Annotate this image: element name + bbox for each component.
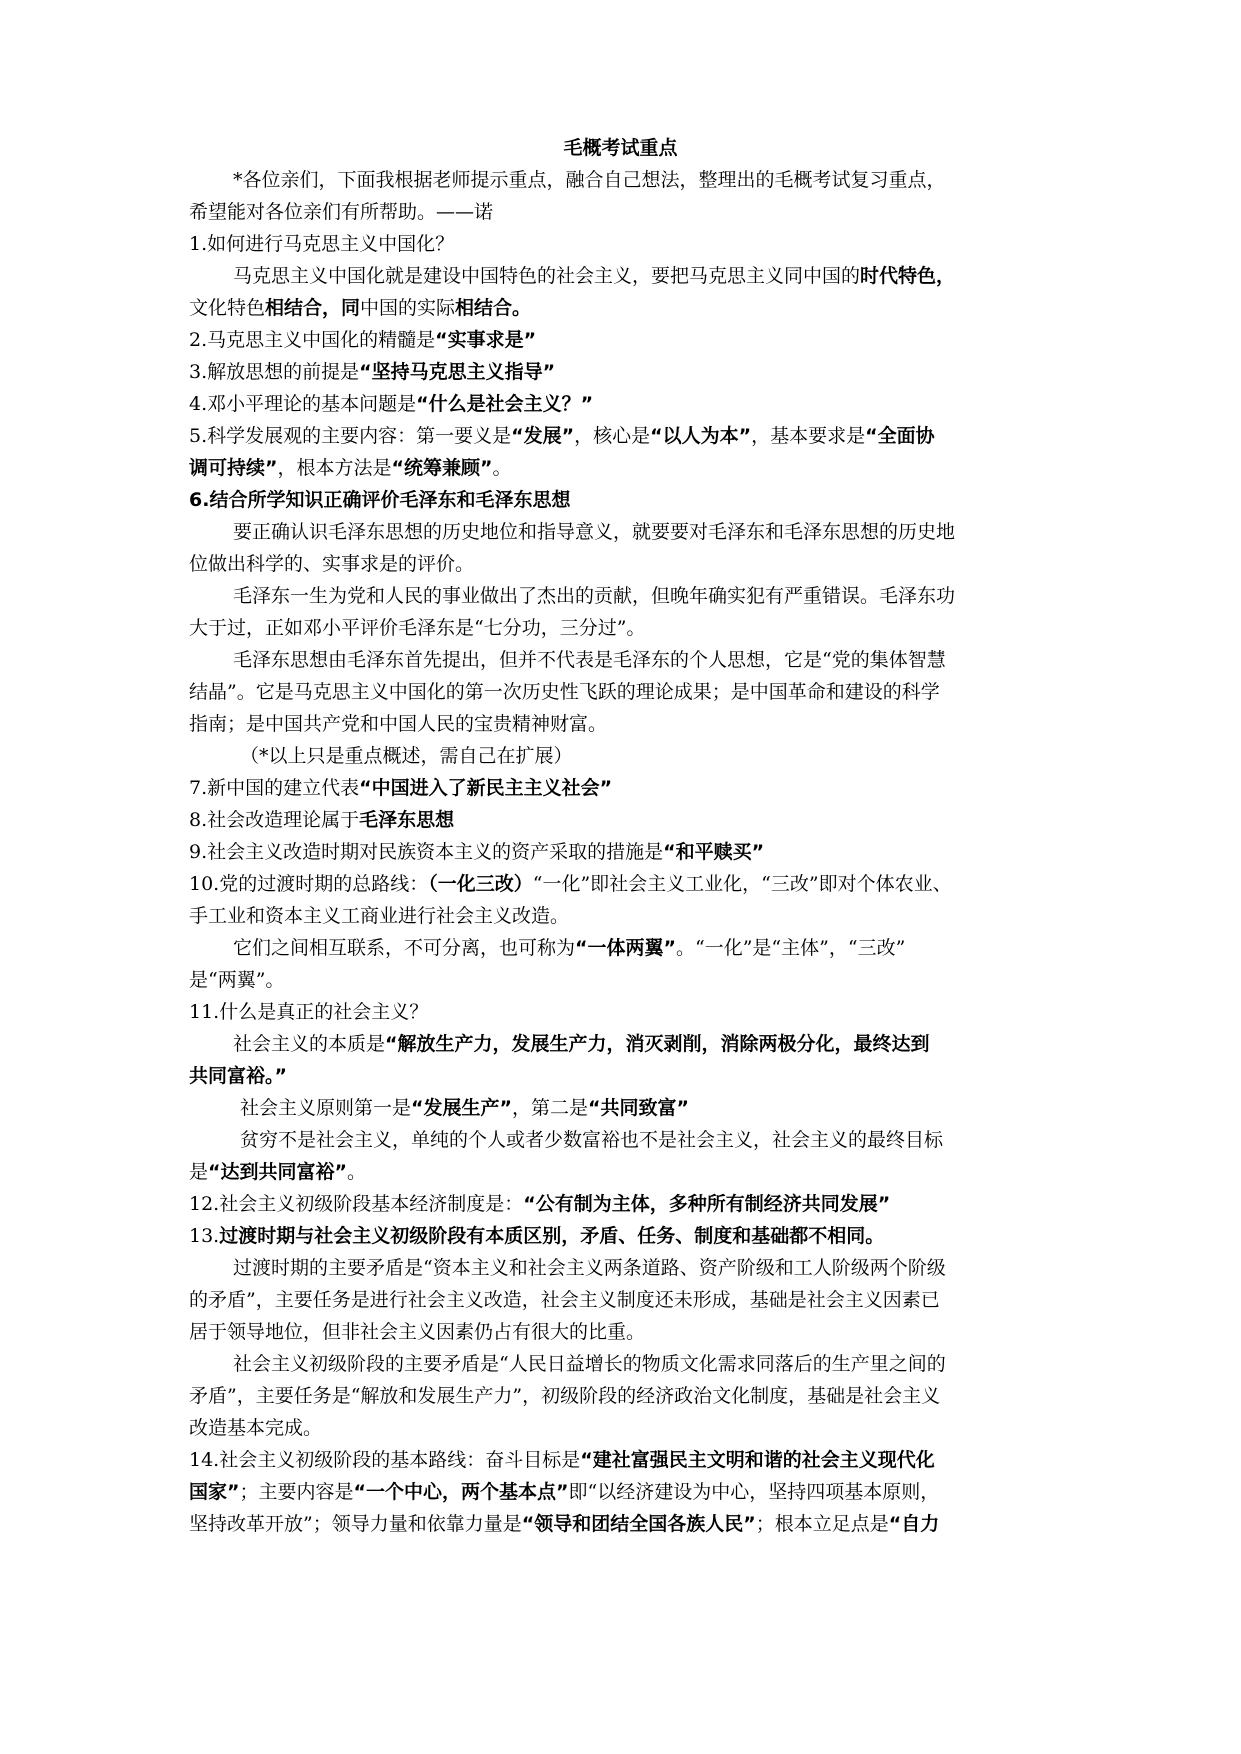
text-line	[189, 804, 1059, 836]
text-span: 是“两翼”。	[189, 969, 285, 991]
text-span: 居于领导地位，但非社会主义因素仍占有很大的比重。	[189, 1321, 646, 1343]
bold-text: 时代特色，	[860, 265, 956, 287]
text-span: ，核心是	[574, 425, 651, 447]
text-line	[189, 1476, 1059, 1508]
text-line	[189, 548, 1059, 580]
text-span: 手工业和资本主义工商业进行社会主义改造。	[189, 905, 570, 927]
text-span: 贫穷不是社会主义，单纯的个人或者少数富裕也不是社会主义，社会主义的最终目标	[240, 1129, 944, 1151]
text-line	[233, 164, 1059, 196]
bold-text: “建社富强民主文明和谐的社会主义现代化	[580, 1449, 935, 1471]
text-span: 指南；是中国共产党和中国人民的宝贵精神财富。	[189, 713, 608, 735]
bold-text: “全面协	[865, 425, 935, 447]
text-span: 10.党的过渡时期的总路线：	[189, 873, 429, 895]
bold-text: “实事求是”	[435, 329, 537, 351]
bold-text: “发展”	[511, 425, 575, 447]
text-line	[233, 516, 1059, 548]
text-span: 。	[492, 457, 512, 479]
text-line	[189, 964, 1059, 996]
text-span: （*以上只是重点概述，需自己在扩展）	[240, 745, 573, 767]
text-span: 的矛盾”，主要任务是进行社会主义改造，社会主义制度还未形成，基础是社会主义因素已	[189, 1289, 940, 1311]
text-line	[240, 1124, 1059, 1156]
text-line	[189, 868, 1059, 900]
bold-text: “发展生产”	[411, 1097, 512, 1119]
text-line	[189, 1220, 1059, 1252]
text-span: ；根本立足点是	[755, 1513, 889, 1535]
text-span: 4.邓小平理论的基本问题是	[189, 393, 417, 415]
text-span: 毛泽东思想由毛泽东首先提出，但并不代表是毛泽东的个人思想，它是“党的集体智慧	[233, 649, 946, 671]
text-line	[189, 676, 1059, 708]
bold-text: “公有制为主体，多种所有制经济共同发展”	[523, 1193, 891, 1215]
bold-text: 相结合，同	[265, 297, 361, 319]
bold-text: “解放生产力，发展生产力，消灭剥削，消除两极分化，最终达到	[385, 1033, 930, 1055]
text-line	[233, 1348, 1059, 1380]
text-span: 。	[347, 1161, 367, 1183]
text-span: 坚持改革开放”；领导力量和依靠力量是	[189, 1513, 522, 1535]
text-line	[189, 356, 1059, 388]
text-line	[189, 196, 1059, 228]
text-span: 13.	[189, 1225, 220, 1247]
text-span: 大于过，正如邓小平评价毛泽东是“七分功，三分过”。	[189, 617, 646, 639]
text-line	[189, 452, 1059, 484]
bold-text: “中国进入了新民主主义社会”	[359, 777, 613, 799]
text-span: “一化”即社会主义工业化，“三改”即对个体农业、	[532, 873, 952, 895]
text-span: 11.什么是真正的社会主义？	[189, 1001, 429, 1023]
text-span: 中国的实际	[360, 297, 456, 319]
bold-text: “统筹兼顾”	[391, 457, 493, 479]
text-span: 矛盾”，主要任务是“解放和发展生产力”，初级阶段的经济政治文化制度，基础是社会主义	[189, 1385, 941, 1407]
text-span: 2.马克思主义中国化的精髓是	[189, 329, 436, 351]
text-span: 社会主义原则第一是	[240, 1097, 412, 1119]
text-span: ；主要内容是	[239, 1481, 354, 1503]
text-span: 8.社会改造理论属于	[189, 809, 360, 831]
text-span: 即“以经济建设为中心，坚持四项基本原则，	[568, 1481, 940, 1503]
bold-text: “和平赎买”	[663, 841, 765, 863]
text-span: 位做出科学的、实事求是的评价。	[189, 553, 475, 575]
text-line	[189, 292, 1059, 324]
text-span: 过渡时期的主要矛盾是“资本主义和社会主义两条道路、资产阶级和工人阶级两个阶级	[233, 1257, 946, 1279]
bold-text: 毛泽东思想	[359, 809, 455, 831]
bold-text: 共同富裕。”	[189, 1065, 287, 1087]
bold-text: “共同致富”	[588, 1097, 689, 1119]
text-line	[189, 836, 1059, 868]
text-span: 9.社会主义改造时期对民族资本主义的资产采取的措施是	[189, 841, 664, 863]
text-span: 希望能对各位亲们有所帮助。——诺	[189, 201, 494, 223]
text-span: 改造基本完成。	[189, 1417, 323, 1439]
bold-text: 过渡时期与社会主义初级阶段有本质区别，矛盾、任务、制度和基础都不相同。	[219, 1225, 885, 1247]
bold-text: “坚持马克思主义指导”	[359, 361, 556, 383]
bold-text: 6.结合所学知识正确评价毛泽东和毛泽东思想	[189, 489, 571, 511]
text-line	[189, 996, 1059, 1028]
text-line	[189, 228, 1059, 260]
text-line	[189, 1380, 1059, 1412]
text-line	[189, 1188, 1059, 1220]
text-line	[189, 1284, 1059, 1316]
text-line	[189, 612, 1059, 644]
text-line	[189, 420, 1059, 452]
text-line	[233, 580, 1059, 612]
bold-text: （一化三改）	[428, 873, 533, 895]
text-line	[189, 1316, 1059, 1348]
bold-text: “什么是社会主义？”	[416, 393, 594, 415]
text-span: 3.解放思想的前提是	[189, 361, 360, 383]
text-line	[233, 644, 1059, 676]
text-span: 毛泽东一生为党和人民的事业做出了杰出的贡献，但晚年确实犯有严重错误。毛泽东功	[233, 585, 956, 607]
text-span: ，第二是	[512, 1097, 589, 1119]
bold-text: 国家”	[189, 1481, 240, 1503]
text-span: 1.如何进行马克思主义中国化？	[189, 233, 455, 255]
bold-text: “自力	[888, 1513, 940, 1535]
text-span: 14.社会主义初级阶段的基本路线：奋斗目标是	[189, 1449, 581, 1471]
text-line	[189, 324, 1059, 356]
text-line	[233, 932, 1059, 964]
text-span: 5.科学发展观的主要内容：第一要义是	[189, 425, 512, 447]
text-span: 要正确认识毛泽东思想的历史地位和指导意义，就要要对毛泽东和毛泽东思想的历史地	[233, 521, 956, 543]
text-span: 社会主义初级阶段的主要矛盾是“人民日益增长的物质文化需求同落后的生产里之间的	[233, 1353, 946, 1375]
bold-text: “达到共同富裕”	[208, 1161, 347, 1183]
text-line	[189, 772, 1059, 804]
text-span: 7.新中国的建立代表	[189, 777, 360, 799]
bold-text: “一个中心，两个基本点”	[353, 1481, 569, 1503]
bold-text: 调可持续”	[189, 457, 278, 479]
text-line	[240, 740, 1059, 772]
bold-text: 相结合。	[455, 297, 532, 319]
text-line	[189, 484, 1059, 516]
text-line	[189, 1412, 1059, 1444]
text-span: 12.社会主义初级阶段基本经济制度是：	[189, 1193, 524, 1215]
bold-text: “一体两翼”	[575, 937, 676, 959]
text-line	[189, 1156, 1059, 1188]
text-span: *各位亲们，下面我根据老师提示重点，融合自己想法，整理出的毛概考试复习重点，	[233, 169, 946, 191]
text-line	[233, 260, 1059, 292]
page-title: 毛概考试重点	[563, 137, 678, 159]
text-span: 是	[189, 1161, 209, 1183]
bold-text: “领导和团结全国各族人民”	[521, 1513, 756, 1535]
text-span: 结晶”。它是马克思主义中国化的第一次历史性飞跃的理论成果；是中国革命和建设的科学	[189, 681, 940, 703]
text-span: 文化特色	[189, 297, 266, 319]
text-span: 。“一化”是“主体”，“三改”	[676, 937, 906, 959]
text-line	[189, 1060, 1059, 1092]
text-line	[189, 1444, 1059, 1476]
text-line	[233, 1252, 1059, 1284]
text-line	[240, 1092, 1059, 1124]
text-span: 马克思主义中国化就是建设中国特色的社会主义，要把马克思主义同中国的	[233, 265, 861, 287]
text-span: 社会主义的本质是	[233, 1033, 386, 1055]
text-line	[189, 1508, 1059, 1540]
text-span: ，根本方法是	[277, 457, 392, 479]
text-line	[189, 708, 1059, 740]
bold-text: “以人为本”	[650, 425, 752, 447]
text-line	[233, 1028, 1059, 1060]
text-line	[189, 388, 1059, 420]
text-line	[189, 900, 1059, 932]
text-span: 它们之间相互联系，不可分离，也可称为	[233, 937, 576, 959]
text-span: ，基本要求是	[751, 425, 866, 447]
